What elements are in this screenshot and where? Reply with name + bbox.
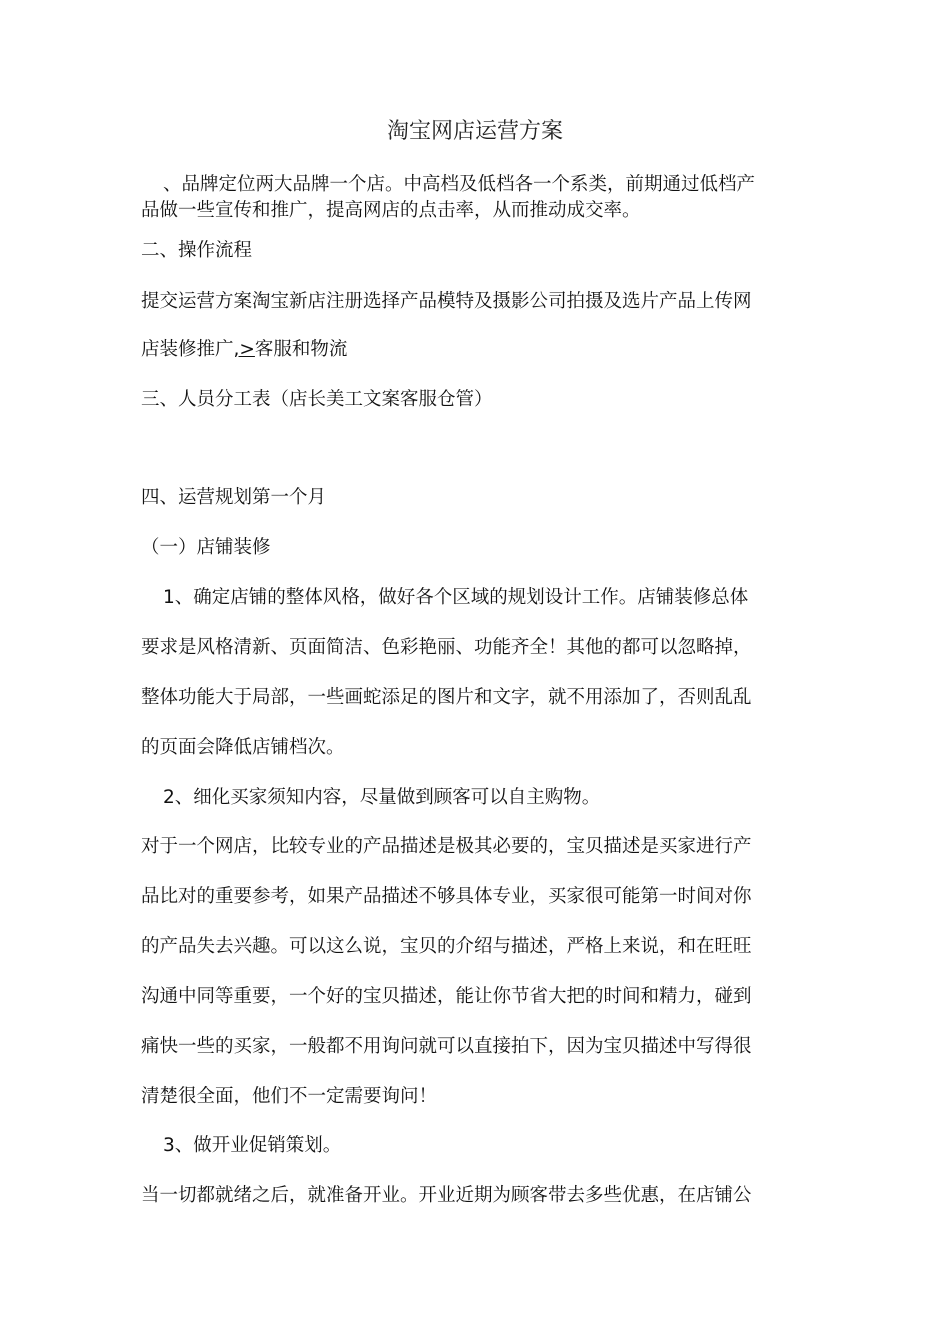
paragraph-line: 沟通中同等重要，一个好的宝贝描述，能让你节省大把的时间和精力，碰到: [141, 986, 752, 1007]
intro-line-2: 品做一些宣传和推广，提高网店的点击率，从而推动成交率。: [141, 200, 641, 221]
paragraph-line: 品比对的重要参考，如果产品描述不够具体专业，买家很可能第一时间对你: [141, 886, 752, 907]
section-heading-staff: 三、人员分工表（店长美工文案客服仓管）: [141, 389, 493, 410]
paragraph-line: 当一切都就绪之后，就准备开业。开业近期为顾客带去多些优惠，在店铺公: [141, 1185, 752, 1206]
section-heading-plan: 四、运营规划第一个月: [141, 487, 327, 508]
process-line-2: [141, 337, 347, 363]
paragraph-line: 的页面会降低店铺档次。: [141, 737, 345, 758]
process-text-a: 店装修推广: [141, 339, 234, 360]
process-arrow: ,>: [233, 339, 255, 360]
intro-line-1: 、品牌定位两大品牌一个店。中高档及低档各一个系类，前期通过低档产: [163, 174, 756, 195]
process-text-b: 客服和物流: [254, 339, 348, 360]
paragraph-line: 要求是风格清新、页面简洁、色彩艳丽、功能齐全！其他的都可以忽略掉，: [141, 637, 752, 658]
item-heading-promotion: 3、做开业促销策划。: [163, 1135, 342, 1156]
paragraph-line: 清楚很全面，他们不一定需要询问！: [141, 1086, 438, 1107]
paragraph-line: 整体功能大于局部，一些画蛇添足的图片和文字，就不用添加了，否则乱乱: [141, 687, 752, 708]
process-line-1: 提交运营方案淘宝新店注册选择产品模特及摄影公司拍摄及选片产品上传网: [141, 291, 752, 312]
document-title: 淘宝网店运营方案: [386, 119, 563, 144]
paragraph-line: 对于一个网店，比较专业的产品描述是极其必要的，宝贝描述是买家进行产: [141, 836, 752, 857]
item-heading-buyer-notice: 2、细化买家须知内容，尽量做到顾客可以自主购物。: [163, 787, 601, 808]
paragraph-line: 的产品失去兴趣。可以这么说，宝贝的介绍与描述，严格上来说，和在旺旺: [141, 936, 752, 957]
subsection-heading-decoration: （一）店铺装修: [141, 537, 271, 558]
section-heading-process: 二、操作流程: [141, 240, 253, 261]
paragraph-line: 1、确定店铺的整体风格，做好各个区域的规划设计工作。店铺装修总体: [163, 587, 749, 608]
paragraph-line: 痛快一些的买家，一般都不用询问就可以直接拍下，因为宝贝描述中写得很: [141, 1036, 752, 1057]
